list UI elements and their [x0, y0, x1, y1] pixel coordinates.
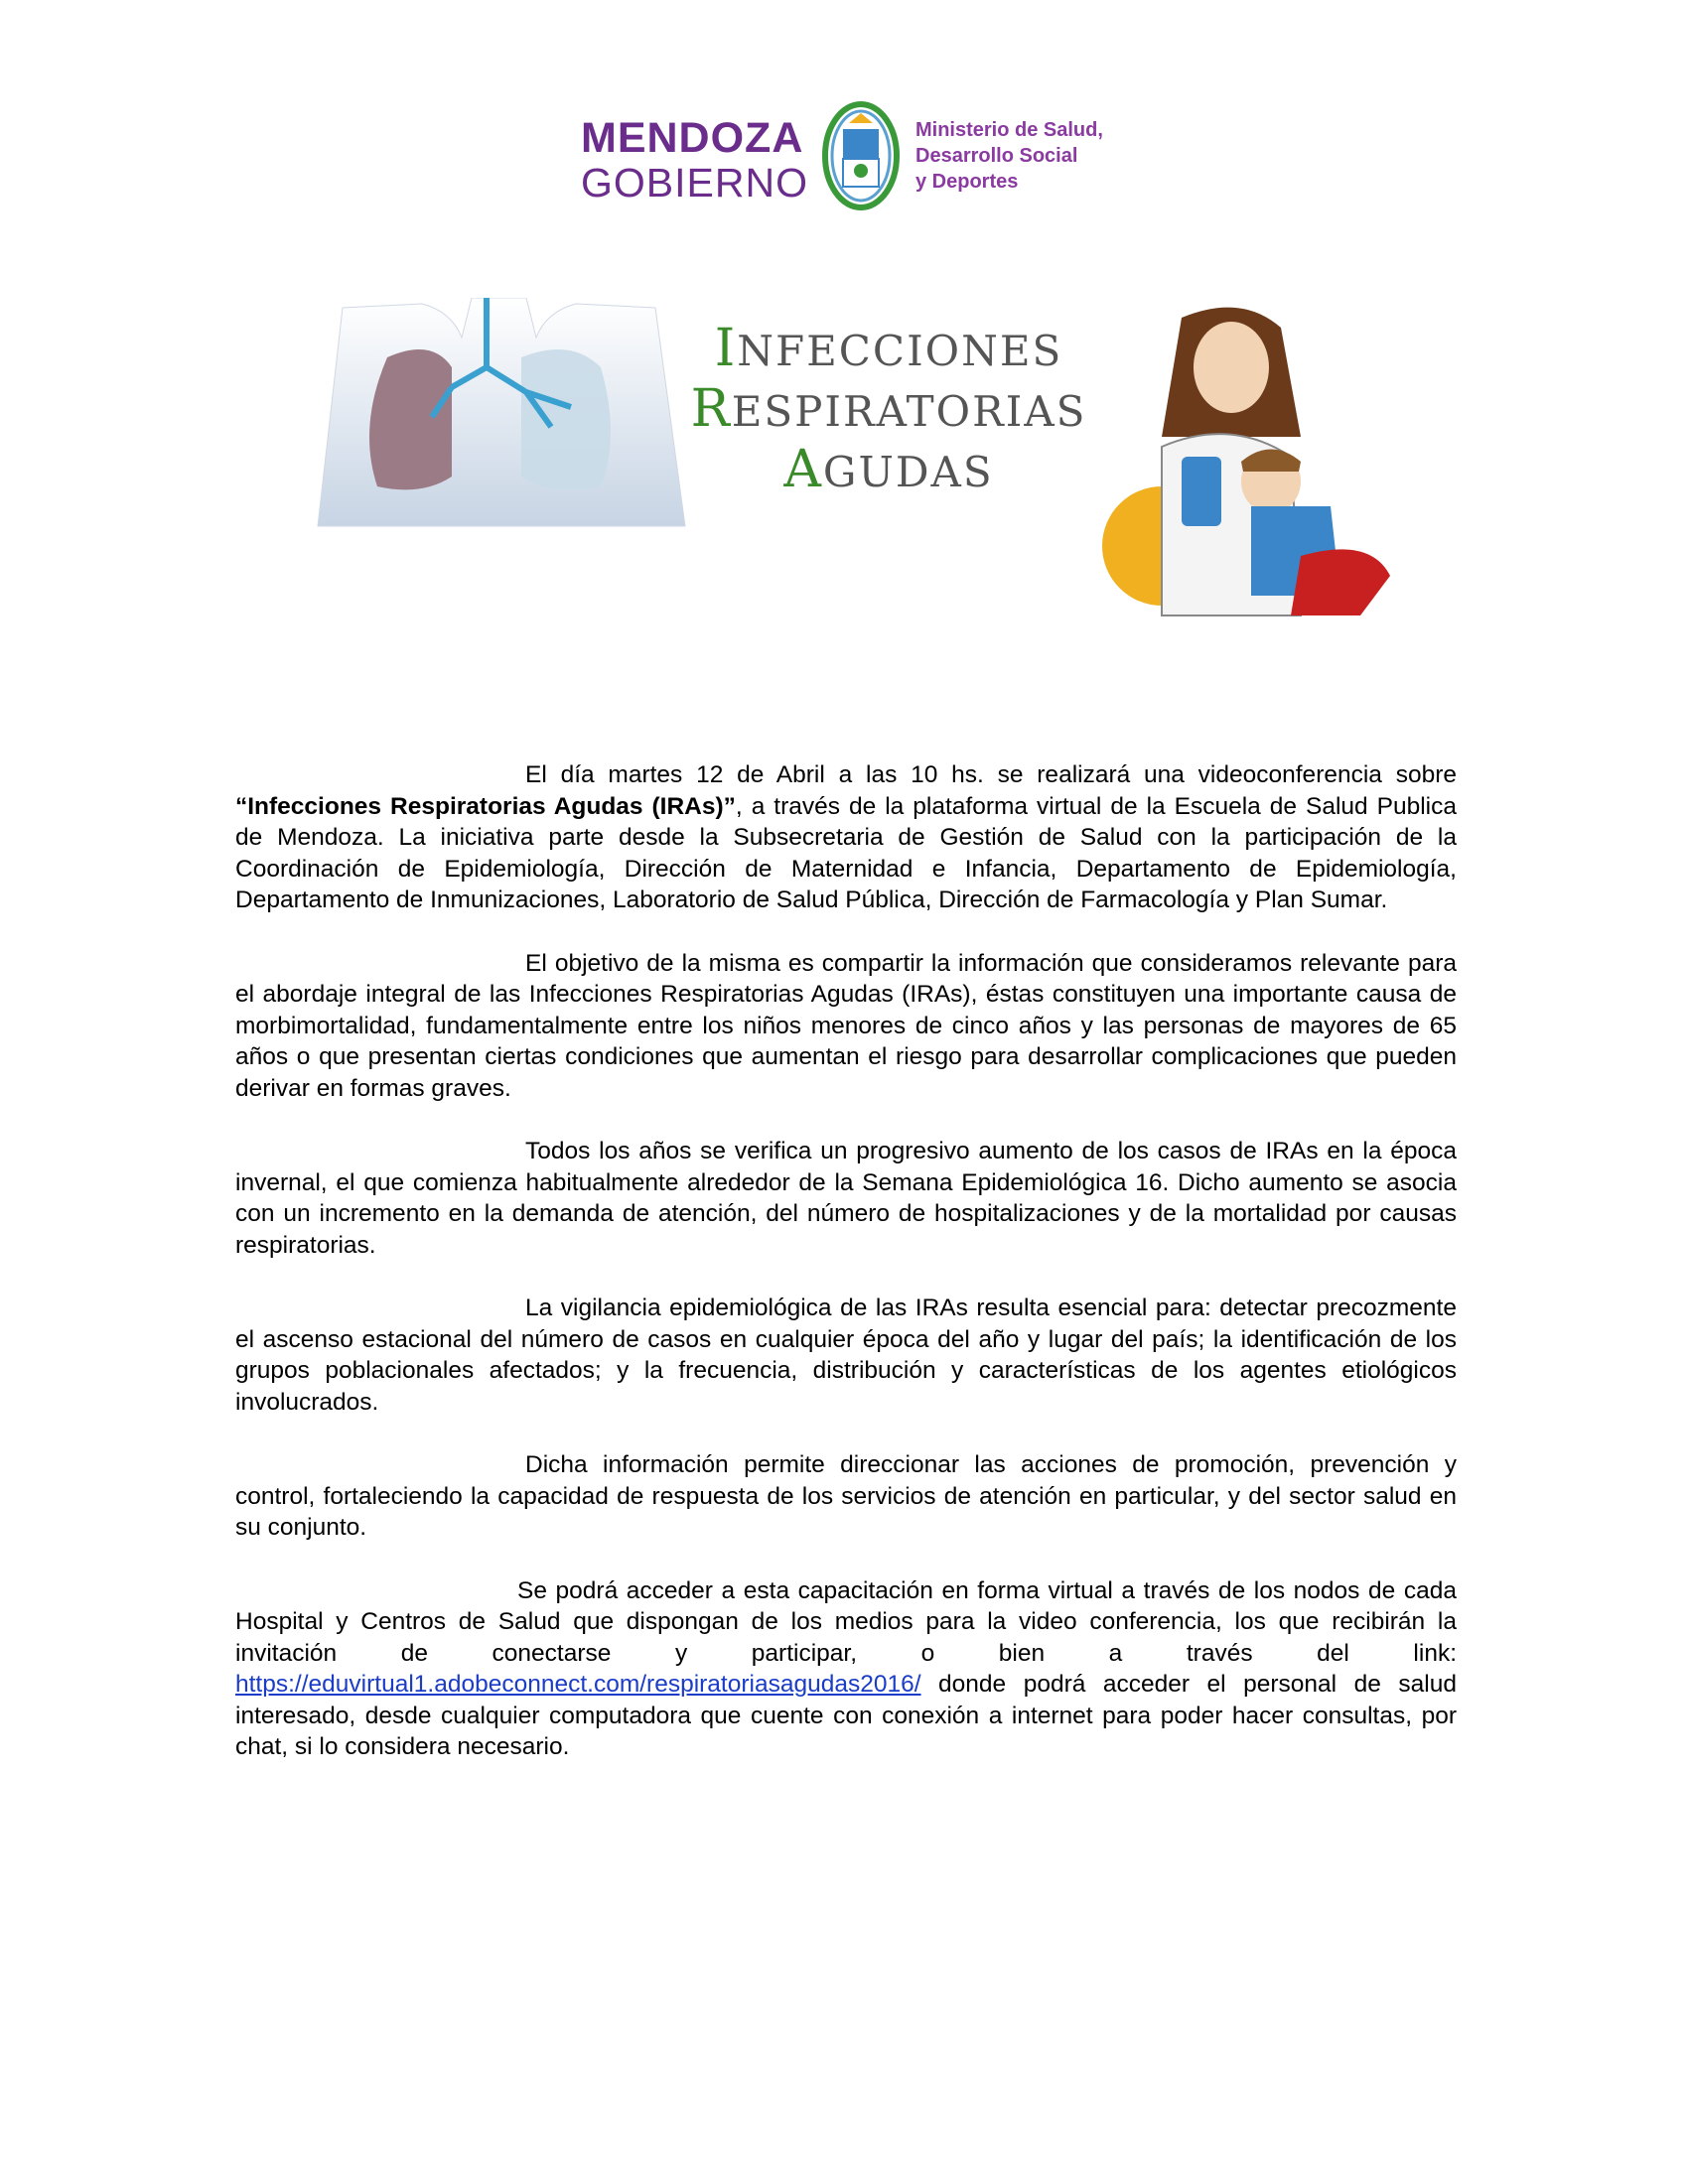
- coat-of-arms-icon: [821, 99, 901, 213]
- banner-title-line-1: INFECCIONES: [714, 319, 1063, 378]
- government-logo: [581, 99, 1107, 213]
- paragraph-2: El objetivo de la misma es compartir la información que consideramos relevante para el abordaje integral de las Infecciones Respiratorias Agudas (IRAs), éstas constituyen una importante causa de morbimortalidad, fundamentalmente entre los niños menores de cinco años y las personas de mayores de 65 años o que presentan ciertas condiciones que aumentan el riesgo para desarrollar complicaciones que pueden derivar en formas graves.: [235, 949, 1457, 1102]
- banner-title: [680, 320, 1097, 501]
- nurse-child-illustration: [1102, 298, 1400, 625]
- lungs-illustration: [303, 298, 690, 536]
- ministry-name: Ministerio de Salud, Desarrollo Social y Deportes: [915, 119, 1103, 193]
- paragraph-1: El día martes 12 de Abril a las 10 hs. se realizará una videoconferencia sobre “Infecciones Respiratorias Agudas (IRAs)”, a través de la plataforma virtual de la Escuela de Salud Publica de Mendoza. La iniciativa parte desde la Subsecretaria de Gestión de Salud con la participación de la Coordinación de Epidemiología, Dirección de Maternidad e Infancia, Departamento de Epidemiología, Departamento de Inmunizaciones, Laboratorio de Salud Pública, Dirección de Farmacología y Plan Sumar.: [235, 761, 1457, 913]
- conference-link[interactable]: https://eduvirtual1.adobeconnect.com/respiratoriasagudas2016/: [235, 1671, 921, 1698]
- paragraph-4: La vigilancia epidemiológica de las IRAs resulta esencial para: detectar precozmente el ascenso estacional del número de casos en cualquier época del año y lugar del país; la identificación de los grupos poblacionales afectados; y la frecuencia, distribución y características de los agentes etiológicos involucrados.: [235, 1295, 1457, 1416]
- banner-title-line-2: RESPIRATORIAS: [690, 379, 1087, 439]
- paragraph-3: Todos los años se verifica un progresivo aumento de los casos de IRAs en la época invernal, el que comienza habitualmente alrededor de la Semana Epidemiológica 16. Dicho aumento se asocia con un incremento en la demanda de atención, del número de hospitalizaciones y de la mortalidad por causas respiratorias.: [235, 1138, 1457, 1259]
- logo-mendoza-text: MENDOZA: [581, 114, 804, 162]
- event-title: “Infecciones Respiratorias Agudas (IRAs)”: [235, 792, 736, 820]
- paragraph-6: Se podrá acceder a esta capacitación en forma virtual a través de los nodos de cada Hospital y Centros de Salud que dispongan de los medios para la video conferencia, los que recibirán la invitación de conectarse y participar, o bien a través del link: https://eduvirtual1.adobeconnect.com/respiratoriasagudas2016/ donde podrá acceder el personal de salud interesado, desde cualquier computadora que cuente con conexión a internet para poder hacer consultas, por chat, si lo considera necesario.: [235, 1576, 1457, 1760]
- banner-title-line-3: AGUDAS: [783, 440, 994, 499]
- logo-gobierno-text: GOBIERNO: [581, 160, 808, 205]
- ira-banner: [303, 298, 1415, 625]
- document-body: [235, 759, 1457, 1795]
- paragraph-5: Dicha información permite direccionar las acciones de promoción, prevención y control, fortaleciendo la capacidad de respuesta de los servicios de atención en particular, y del sector salud en su conjunto.: [235, 1451, 1457, 1541]
